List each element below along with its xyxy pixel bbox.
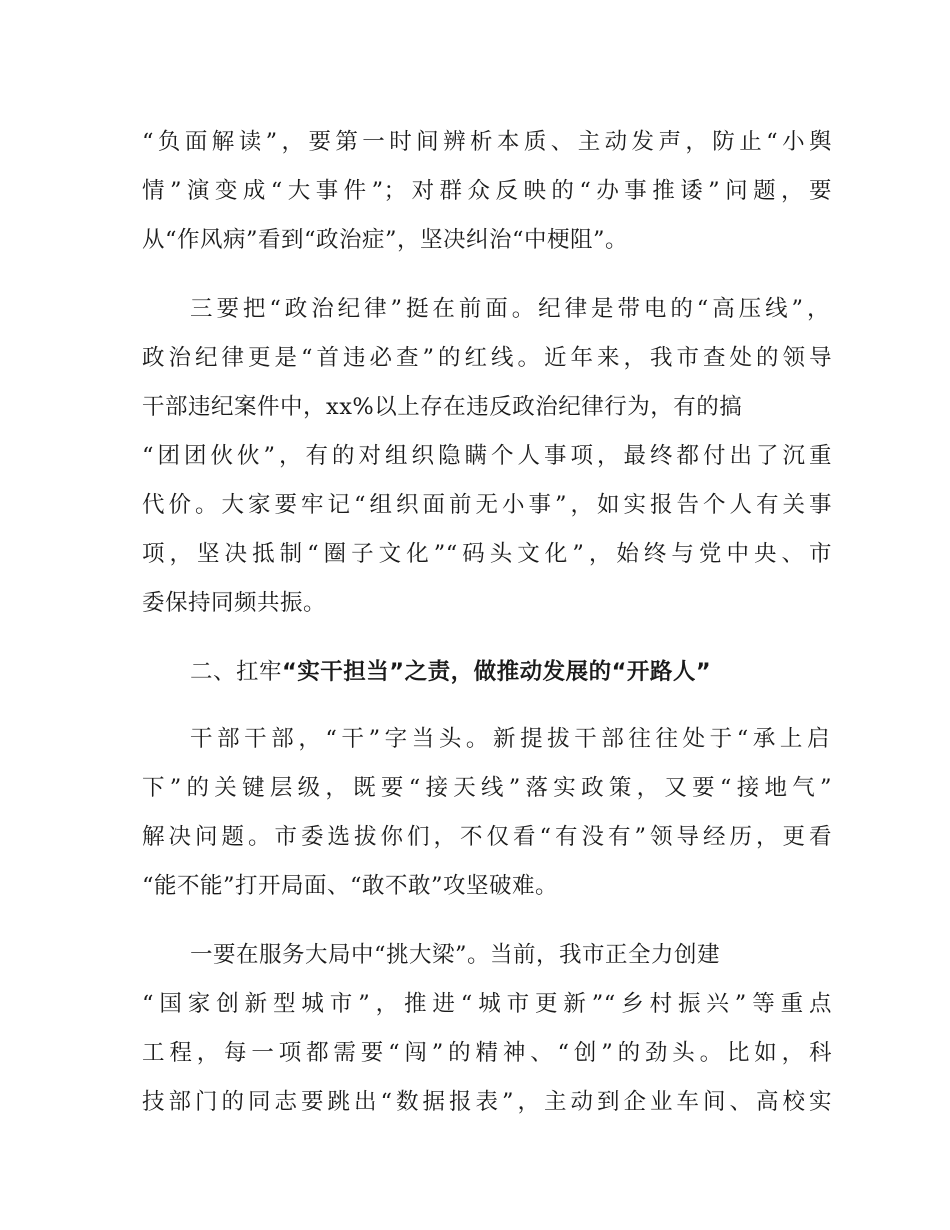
body-line: 委保持同频共振。 — [142, 590, 327, 616]
body-line: 代价。大家要牢记“组织面前无小事”，如实报告个人有关事 — [142, 492, 832, 518]
section-heading-prefix: 二、扛牢 — [190, 659, 283, 685]
body-line: 从“作风病”看到“政治症”，坚决纠治“中梗阻”。 — [142, 227, 629, 253]
body-line: 政治纪律更是“首违必查”的红线。近年来，我市查处的领导 — [142, 345, 832, 371]
paragraph-first-line: 一要在服务大局中“挑大梁”。当前，我市正全力创建 — [190, 942, 721, 968]
body-line: 项，坚决抵制“圈子文化”“码头文化”，始终与党中央、市 — [142, 541, 832, 567]
body-line: “团团伙伙”，有的对组织隐瞒个人事项，最终都付出了沉重 — [142, 443, 832, 469]
body-line: “国家创新型城市”，推进“城市更新”“乡村振兴”等重点 — [142, 991, 832, 1017]
body-line: “能不能”打开局面、“敢不敢”攻坚破难。 — [142, 873, 559, 899]
paragraph-first-line: 三要把“政治纪律”挺在前面。纪律是带电的“高压线”， — [190, 296, 830, 322]
body-line: 情”演变成“大事件”；对群众反映的“办事推诿”问题，要 — [142, 178, 832, 204]
body-line: “负面解读”，要第一时间辨析本质、主动发声，防止“小舆 — [142, 129, 832, 155]
body-line: 技部门的同志要跳出“数据报表”，主动到企业车间、高校实 — [142, 1089, 832, 1115]
paragraph-first-line: 干部干部，“干”字当头。新提拔干部往往处于“承上启 — [190, 726, 830, 752]
body-line: 下”的关键层级，既要“接天线”落实政策，又要“接地气” — [142, 775, 832, 801]
section-heading — [190, 655, 830, 689]
body-line: 干部违纪案件中，xx%以上存在违反政治纪律行为，有的搞 — [142, 394, 743, 420]
body-line: 工程，每一项都需要“闯”的精神、“创”的劲头。比如，科 — [142, 1040, 832, 1066]
body-line: 解决问题。市委选拔你们，不仅看“有没有”领导经历，更看 — [142, 824, 832, 850]
section-heading-title: “实干担当”之责，做推动发展的“开路人” — [282, 659, 712, 685]
